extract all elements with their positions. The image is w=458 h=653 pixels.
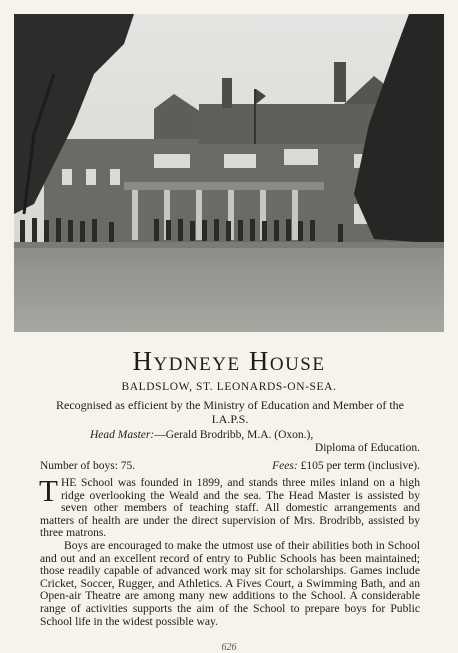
head-master-name: —Gerald Brodribb, M.A. (Oxon.), [154,429,314,441]
page-number: 626 [221,642,237,653]
number-of-boys: Number of boys: 75. [40,460,136,472]
school-address: BALDSLOW, ST. LEONARDS-ON-SEA. [121,381,337,393]
description-body [39,473,420,628]
paragraph-1-text: HE School was founded in 1899, and stands three miles inland on a high ridge overlooking the Weald and the sea. The Head Master is assisted by seven other members of teaching staff. All domestic arrangements and matters of health are under the direct supervision of Mrs. Brodribb, assisted by three matrons. [40,476,420,540]
head-master-block [90,429,420,455]
school-photograph [14,14,444,332]
school-facts [40,460,420,472]
fees-line [272,460,420,472]
fees-label: Fees: [272,460,298,472]
school-building-image [14,14,444,332]
fees-value: £105 per term (inclusive). [297,460,420,472]
drop-cap: T [39,473,58,508]
school-name-heading: Hydneye House [132,346,326,376]
recognition-statement: Recognised as efficient by the Ministry of Education and Member of the I.A.P.S. [55,398,405,426]
paragraph-2: Boys are encouraged to make the utmost use of their abilities both in School and out and an excellent record of entry to Public Schools has been maintained; those readily capable of advanced work may sit for scholarships. Games include Cricket, Soccer, Rugger, and Athletics. A Fives Court, a Swimming Bath, and an Open-air Theatre are among many new additions to the School. A considerable range of activities supports the aim of the School to prepare boys for Public School life in the widest possible way. [40,538,420,628]
head-master-diploma: Diploma of Education. [314,442,420,454]
head-master-line [90,429,420,442]
head-master-role: Head Master: [90,429,155,441]
paragraph-1 [39,473,420,540]
